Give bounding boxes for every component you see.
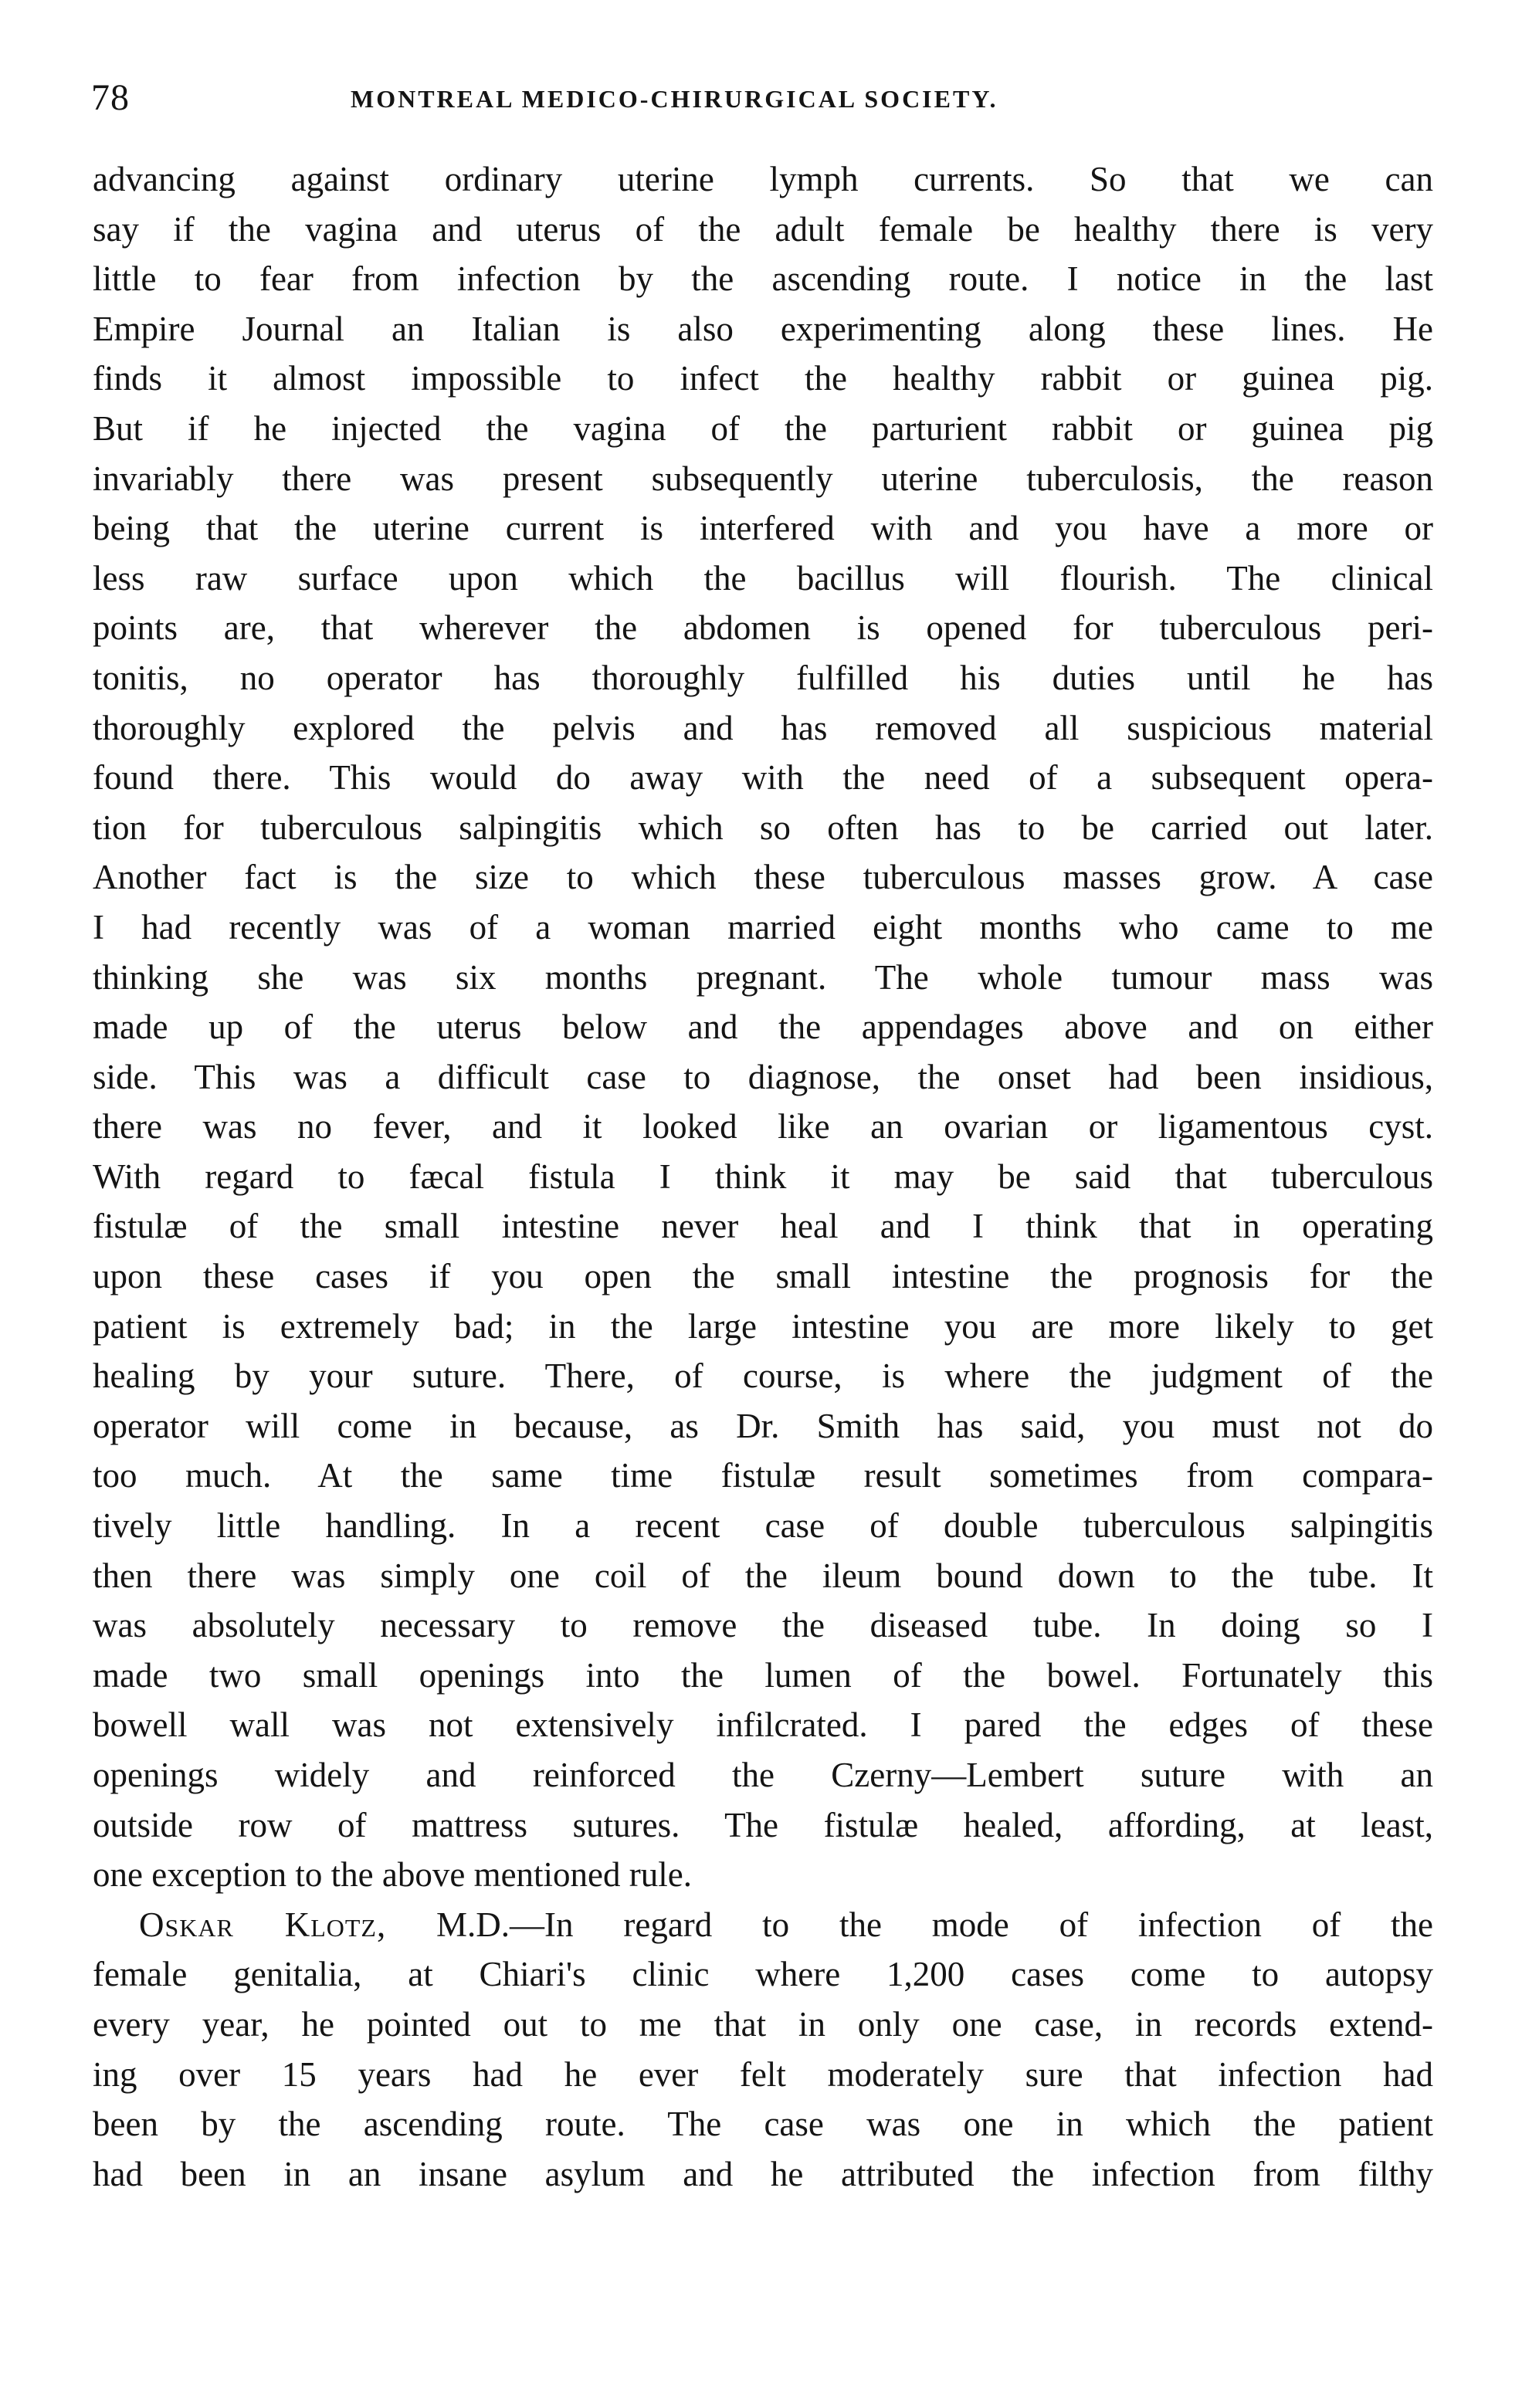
text-line: made up of the uterus below and the appendages above and on either — [93, 1008, 1433, 1047]
text-line: been by the ascending route. The case was one in which the patient — [93, 2105, 1433, 2144]
text-line: being that the uterine current is interfered with and you have a more or — [93, 509, 1433, 548]
journal-title: MONTREAL MEDICO-CHIRURGICAL SOCIETY. — [351, 85, 998, 113]
speaker-name: Oskar Klotz, — [139, 1905, 387, 1944]
text-line: bowell wall was not extensively infilcrated. I pared the edges of these — [93, 1705, 1433, 1745]
text-line: had been in an insane asylum and he attributed the infection from filthy — [93, 2154, 1433, 2193]
text-line: Another fact is the size to which these tuberculous masses grow. A case — [93, 858, 1433, 897]
text-line: patient is extremely bad; in the large intestine you are more likely to get — [93, 1306, 1433, 1346]
text-line: upon these cases if you open the small intestine the prognosis for the — [93, 1257, 1433, 1296]
text-line: operator will come in because, as Dr. Smith has said, you must not do — [93, 1406, 1433, 1445]
page-number: 78 — [91, 77, 130, 118]
text-line: one exception to the above mentioned rule. — [93, 1855, 692, 1895]
text-line: side. This was a difficult case to diagnose, the onset had been insidious, — [93, 1057, 1433, 1096]
text-line: openings widely and reinforced the Czerny—Lembert suture with an — [93, 1756, 1433, 1794]
speaker-remark: M.D.—In regard to the mode of infection of the — [436, 1905, 1433, 1944]
text-line: every year, he pointed out to me that in only one case, in records extend- — [93, 2004, 1433, 2044]
paragraph-2 — [93, 1900, 1433, 2200]
text-line: outside row of mattress sutures. The fistulæ healed, affording, at least, — [93, 1805, 1433, 1844]
text-line: With regard to fæcal fistula I think it may be said that tuberculous — [93, 1157, 1433, 1196]
text-line: found there. This would do away with the need of a subsequent opera- — [93, 758, 1433, 798]
text-line: too much. At the same time fistulæ result sometimes from compara- — [93, 1456, 1433, 1495]
text-line: thinking she was six months pregnant. The whole tumour mass was — [93, 957, 1433, 997]
text-line: ing over 15 years had he ever felt moderately sure that infection had — [93, 2054, 1433, 2094]
text-line: there was no fever, and it looked like an ovarian or ligamentous cyst. — [93, 1107, 1433, 1146]
text-line: female genitalia, at Chiari's clinic where 1,200 cases come to autopsy — [93, 1955, 1433, 1994]
text-line: say if the vagina and uterus of the adult female be healthy there is very — [93, 209, 1433, 249]
text-line: less raw surface upon which the bacillus will flourish. The clinical — [93, 558, 1433, 598]
text-line: finds it almost impossible to infect the healthy rabbit or guinea pig. — [93, 359, 1433, 398]
text-line: tion for tuberculous salpingitis which so often has to be carried out later. — [93, 808, 1433, 847]
body-text — [93, 154, 1433, 2199]
text-line: invariably there was present subsequently uterine tuberculosis, the reason — [93, 459, 1433, 498]
text-line: thoroughly explored the pelvis and has removed all suspicious material — [93, 708, 1433, 747]
text-line: But if he injected the vagina of the parturient rabbit or guinea pig — [93, 408, 1433, 448]
text-line: tonitis, no operator has thoroughly fulfilled his duties until he has — [93, 658, 1433, 697]
text-line: advancing against ordinary uterine lymph currents. So that we can — [93, 160, 1433, 198]
text-line: was absolutely necessary to remove the diseased tube. In doing so I — [93, 1606, 1433, 1645]
text-line: little to fear from infection by the ascending route. I notice in the last — [93, 259, 1433, 299]
text-line: tively little handling. In a recent case of double tuberculous salpingitis — [93, 1506, 1433, 1546]
text-line: Empire Journal an Italian is also experimenting along these lines. He — [93, 309, 1433, 348]
text-line: fistulæ of the small intestine never heal and I think that in operating — [93, 1207, 1433, 1246]
text-line: points are, that wherever the abdomen is opened for tuberculous peri- — [93, 608, 1433, 648]
text-line: then there was simply one coil of the ileum bound down to the tube. It — [93, 1556, 1433, 1595]
text-line: made two small openings into the lumen of the bowel. Fortunately this — [93, 1655, 1433, 1695]
text-line: I had recently was of a woman married eight months who came to me — [93, 907, 1433, 947]
paragraph-1 — [93, 154, 1433, 1900]
text-line — [93, 1900, 1433, 1950]
text-line: healing by your suture. There, of course, is where the judgment of the — [93, 1356, 1433, 1396]
running-header — [91, 71, 1450, 125]
